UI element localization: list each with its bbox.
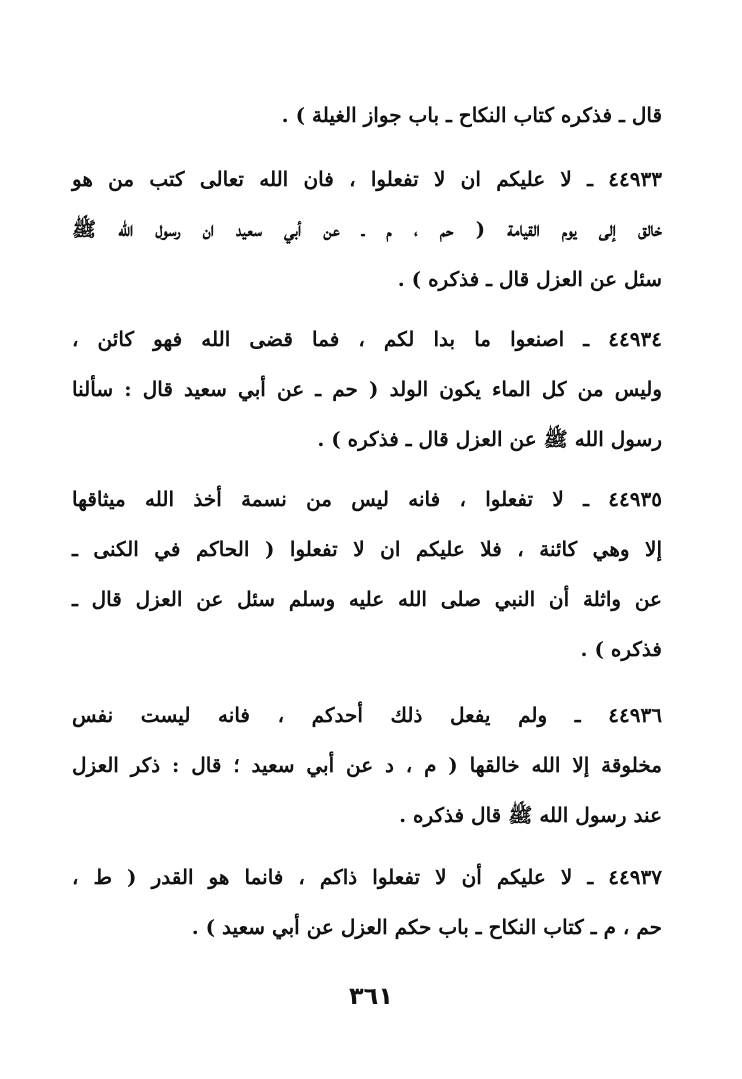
hadith-44936-line-2: مخلوقة إلا الله خالقها ( م ، د عن أبي سعيد ؛ قال : ذكر العزل [72, 753, 662, 777]
text-line: قال ـ فذكره كتاب النكاح ـ باب جواز الغيلة ) . [281, 103, 662, 127]
hadith-44936-line-1: ٤٤٩٣٦ ـ ولم يفعل ذلك أحدكم ، فانه ليست نفس [72, 703, 662, 727]
hadith-44935-line-3: عن واثلة أن النبي صلى الله عليه وسلم سئل عن العزل قال ـ [72, 587, 662, 611]
hadith-44936-line-3: عند رسول الله ﷺ قال فذكره . [399, 803, 662, 827]
hadith-44933-line-2: خالق إلى يوم القيامة ( حم ، م ـ عن أبي سعيد ان رسول الله ﷺ [72, 217, 662, 241]
hadith-44935-line-4: فذكره ) . [580, 637, 662, 661]
hadith-44935-line-1: ٤٤٩٣٥ ـ لا تفعلوا ، فانه ليس من نسمة أخذ الله ميثاقها [72, 487, 662, 511]
hadith-44937-line-2: حم ، م ـ كتاب النكاح ـ باب حكم العزل عن أبي سعيد ) . [191, 915, 662, 939]
hadith-44933-line-3: سئل عن العزل قال ـ فذكره ) . [397, 267, 662, 291]
page-number: ٣٦١ [349, 982, 393, 1010]
hadith-44934-line-3: رسول الله ﷺ عن العزل قال ـ فذكره ) . [317, 427, 662, 451]
hadith-44937-line-1: ٤٤٩٣٧ ـ لا عليكم أن لا تفعلوا ذاكم ، فانما هو القدر ( ط ، [72, 865, 662, 889]
hadith-44934-line-1: ٤٤٩٣٤ ـ اصنعوا ما بدا لكم ، فما قضى الله فهو كائن ، [72, 327, 662, 351]
hadith-44935-line-2: إلا وهي كائنة ، فلا عليكم ان لا تفعلوا ( الحاكم في الكنى ـ [72, 537, 662, 561]
hadith-44934-line-2: وليس من كل الماء يكون الولد ( حم ـ عن أبي سعيد قال : سألنا [72, 377, 662, 401]
hadith-44933-line-1: ٤٤٩٣٣ ـ لا عليكم ان لا تفعلوا ، فان الله تعالى كتب من هو [72, 167, 662, 191]
